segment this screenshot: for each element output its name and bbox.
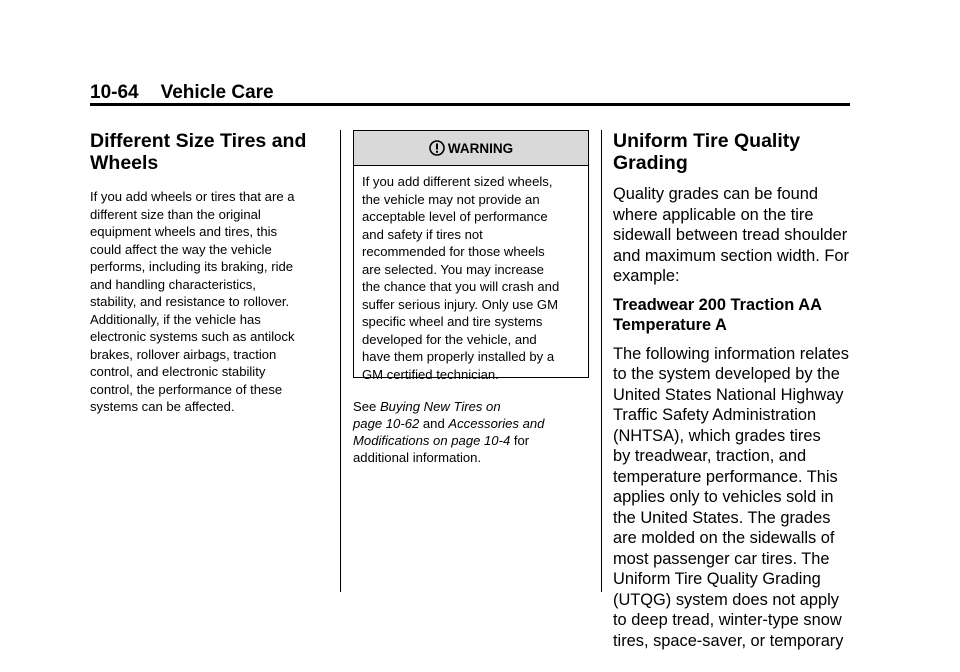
text-line: example: <box>613 267 680 285</box>
column-utqg <box>613 130 853 659</box>
text-line: electronic systems such as antilock <box>90 329 295 344</box>
section-title: Vehicle Care <box>160 82 274 103</box>
text-line: to deep tread, winter-type snow <box>613 611 842 629</box>
warning-text <box>354 166 588 383</box>
column-divider-right <box>601 130 602 592</box>
ref-accessories-line1: Accessories and <box>448 416 545 431</box>
ref-buying-new-tires-line2: page 10-62 <box>353 416 420 431</box>
text-line: developed for the vehicle, and <box>362 331 537 347</box>
text-line: most passenger car tires. The <box>613 549 830 568</box>
text-line: Uniform Tire Quality Grading <box>613 570 821 588</box>
text-line: and maximum section width. For <box>613 246 849 265</box>
tire-size-heading <box>90 130 326 174</box>
text-line: the vehicle may not provide an <box>362 191 540 207</box>
text-line: United States National Highway <box>613 385 844 404</box>
see-suffix: for <box>510 433 530 448</box>
text-line: GM certified technician. <box>362 366 499 382</box>
warning-header <box>354 131 588 166</box>
text-line: could affect the way the vehicle <box>90 241 272 257</box>
utqg-heading <box>613 130 853 174</box>
example-line2: Temperature A <box>613 316 727 334</box>
page-number: 10-64 <box>90 82 139 103</box>
warning-title: WARNING <box>447 140 514 156</box>
text-line: Quality grades can be found <box>613 185 819 203</box>
tire-size-heading-line2: Wheels <box>90 152 159 174</box>
utqg-intro-paragraph <box>613 184 853 287</box>
utqg-info-paragraph <box>613 344 853 652</box>
text-line: systems can be affected. <box>90 399 235 414</box>
text-line: The following information relates <box>613 344 849 363</box>
text-line: applies only to vehicles sold in <box>613 488 834 506</box>
ref-accessories-line2: Modifications on page 10-4 <box>353 433 511 448</box>
text-line: sidewall between tread shoulder <box>613 226 848 244</box>
text-line: and handling characteristics, <box>90 276 256 292</box>
warning-icon <box>429 140 445 156</box>
text-line: temperature performance. This <box>613 467 838 486</box>
text-line: have them properly installed by a <box>362 349 555 364</box>
text-line: equipment wheels and tires, this <box>90 224 278 239</box>
text-line: are molded on the sidewalls of <box>613 529 835 547</box>
text-line: (NHTSA), which grades tires <box>613 426 821 445</box>
ref-buying-new-tires-line1: Buying New Tires on <box>379 399 501 414</box>
text-line: If you add wheels or tires that are a <box>90 189 295 204</box>
column-tire-size <box>90 130 326 416</box>
text-line: If you add different sized wheels, <box>362 174 553 189</box>
example-line1: Treadwear 200 Traction AA <box>613 295 822 314</box>
column-divider-left <box>340 130 341 592</box>
text-line: the chance that you will crash and <box>362 279 560 294</box>
text-line: control, the performance of these <box>90 381 283 397</box>
see-also-paragraph <box>353 398 589 466</box>
text-line: tires, space-saver, or temporary <box>613 631 844 650</box>
text-line: Additionally, if the vehicle has <box>90 311 261 327</box>
text-line: acceptable level of performance <box>362 209 548 224</box>
text-line: and safety if tires not <box>362 226 483 242</box>
text-line: recommended for those wheels <box>362 244 545 259</box>
text-line: where applicable on the tire <box>613 205 814 224</box>
text-line: by treadwear, traction, and <box>613 447 807 465</box>
utqg-heading-line1: Uniform Tire Quality <box>613 130 801 152</box>
text-line: brakes, rollover airbags, traction <box>90 346 277 362</box>
utqg-example <box>613 295 853 336</box>
tire-size-paragraph <box>90 188 326 416</box>
see-conjunction: and <box>419 416 449 431</box>
header-rule <box>90 103 850 106</box>
tire-size-heading-line1: Different Size Tires and <box>90 130 307 152</box>
page-header <box>90 82 274 104</box>
text-line: the United States. The grades <box>613 508 831 527</box>
text-line: Traffic Safety Administration <box>613 406 817 424</box>
text-line: different size than the original <box>90 206 261 222</box>
text-line: specific wheel and tire systems <box>362 314 543 329</box>
warning-box <box>353 130 589 382</box>
utqg-heading-line2: Grading <box>613 152 688 174</box>
text-line: to the system developed by the <box>613 365 840 383</box>
see-suffix-line3: additional information. <box>353 450 482 465</box>
text-line: control, and electronic stability <box>90 364 266 379</box>
text-line: stability, and resistance to rollover. <box>90 294 290 309</box>
text-line: performs, including its braking, ride <box>90 259 294 274</box>
text-line: are selected. You may increase <box>362 261 544 277</box>
see-prefix: See <box>353 399 380 414</box>
text-line: (UTQG) system does not apply <box>613 590 839 609</box>
text-line: suffer serious injury. Only use GM <box>362 296 558 312</box>
